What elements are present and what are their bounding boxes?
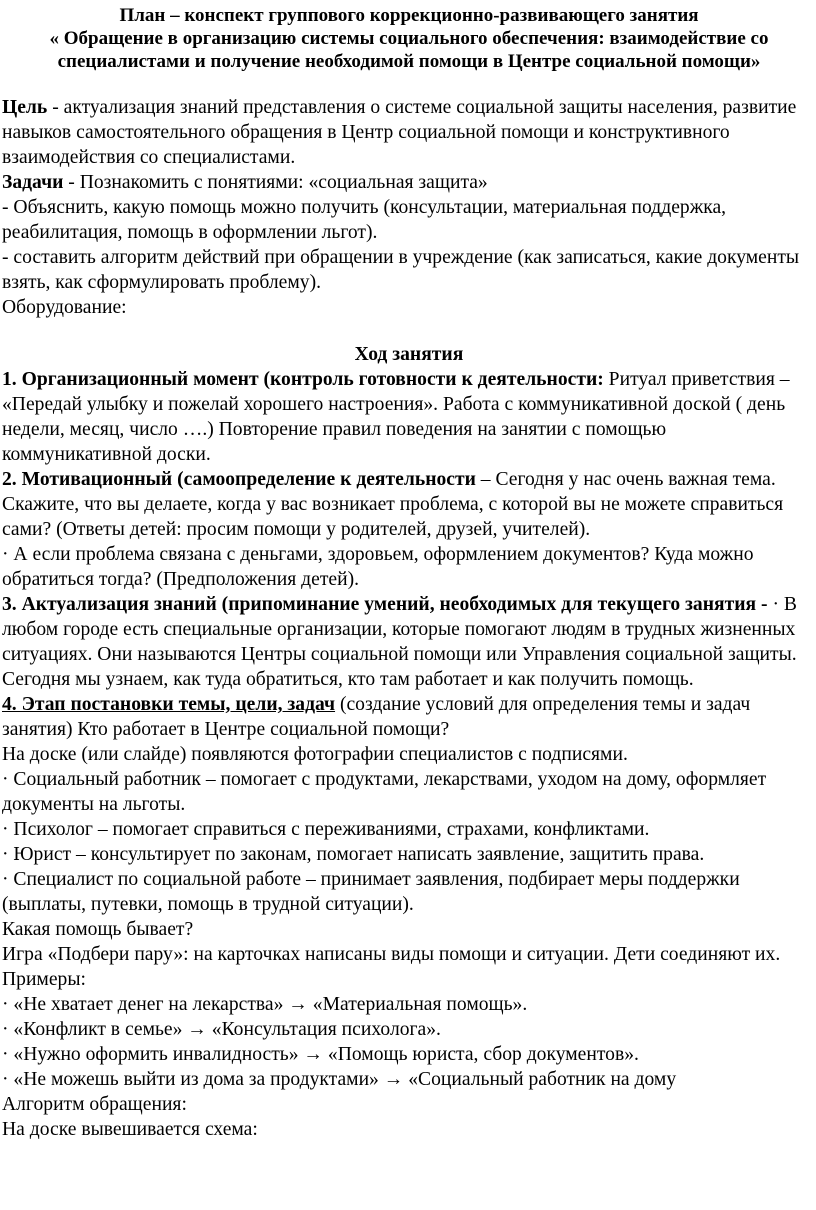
tasks-label: Задачи — [2, 172, 64, 193]
stage-3-text: · В любом городе есть специальные организации, которые помогают людям в трудных жизненных ситуациях. Они называются Центры социальной помощи или Управления социальной защиты. Сегодня мы узнаем, как туда обратиться, кто там работает и как получить помощь. — [2, 594, 797, 690]
spacer — [2, 320, 816, 342]
document-title-line-2: « Обращение в организацию системы социального обеспечения: взаимодействие со — [49, 28, 769, 49]
tasks-text-1: - Познакомить с понятиями: «социальная защита» — [63, 172, 488, 193]
stage-4-text: (создание условий для определения темы и задач занятия) Кто работает в Центре социальной помощи? — [2, 694, 751, 740]
stage-2-label: 2. Мотивационный (самоопределение к деятельности — [2, 469, 476, 490]
goal-paragraph — [2, 95, 816, 170]
example-2: · «Конфликт в семье» → «Консультация психолога». — [2, 1019, 441, 1040]
scheme-line: На доске вывешивается схема: — [2, 1119, 258, 1140]
stage-4-line-2: На доске (или слайде) появляются фотографии специалистов с подписями. — [2, 744, 628, 765]
course-title: Ход занятия — [354, 344, 464, 365]
stage-3-paragraph — [2, 592, 816, 692]
stage-3-label: 3. Актуализация знаний (припоминание умений, необходимых для текущего занятия - — [2, 594, 768, 615]
equipment-line: Оборудование: — [2, 297, 127, 318]
document-title-line-3: специалистами и получение необходимой помощи в Центре социальной помощи» — [57, 51, 761, 72]
stage-4-label: 4. Этап постановки темы, цели, задач — [2, 694, 336, 715]
tasks-paragraph — [2, 170, 816, 195]
tasks-text-3: - составить алгоритм действий при обращении в учреждение (как записаться, какие документы взять, как сформулировать проблему). — [2, 247, 800, 293]
goal-label: Цель — [2, 97, 48, 118]
stage-2-text-2: · А если проблема связана с деньгами, здоровьем, оформлением документов? Куда можно обратиться тогда? (Предположения детей). — [2, 544, 754, 590]
tasks-text-2: - Объяснить, какую помощь можно получить (консультации, материальная поддержка, реабилитация, помощь в оформлении льгот). — [2, 197, 727, 243]
stage-1-text: Ритуал приветствия – «Передай улыбку и пожелай хорошего настроения». Работа с коммуникативной доской ( день недели, месяц, число ….) Повторение правил поведения на занятии с помощью коммуникативной доски. — [2, 369, 790, 465]
example-3: · «Нужно оформить инвалидность» → «Помощь юриста, сбор документов». — [2, 1044, 639, 1065]
example-1: · «Не хватает денег на лекарства» → «Материальная помощь». — [2, 994, 528, 1015]
stage-2-text: – Сегодня у нас очень важная тема. Скажите, что вы делаете, когда у вас возникает проблема, с которой вы не можете справиться сами? (Ответы детей: просим помощи у родителей, друзей, учителей). — [2, 469, 784, 540]
document-title-line-1: План – конспект группового коррекционно-развивающего занятия — [119, 5, 699, 26]
stage-4-paragraph — [2, 692, 816, 742]
specialist-item-2: · Психолог – помогает справиться с переживаниями, страхами, конфликтами. — [2, 819, 650, 840]
examples-label: Примеры: — [2, 969, 86, 990]
algorithm-label: Алгоритм обращения: — [2, 1094, 187, 1115]
example-4: · «Не можешь выйти из дома за продуктами» → «Социальный работник на дому — [2, 1069, 677, 1090]
stage-2-paragraph — [2, 467, 816, 542]
goal-text: - актуализация знаний представления о системе социальной защиты населения, развитие навыков самостоятельного обращения в Центр социальной помощи и конструктивного взаимодействия со специалистами. — [2, 97, 797, 168]
stage-1-label: 1. Организационный момент (контроль готовности к деятельности: — [2, 369, 604, 390]
specialist-item-4: · Специалист по социальной работе – принимает заявления, подбирает меры поддержки (выплаты, путевки, помощь в трудной ситуации). — [2, 869, 740, 915]
stage-1-paragraph — [2, 367, 816, 467]
specialist-item-1: · Социальный работник – помогает с продуктами, лекарствами, уходом на дому, оформляет документы на льготы. — [2, 769, 767, 815]
help-question: Какая помощь бывает? — [2, 919, 194, 940]
specialist-item-3: · Юрист – консультирует по законам, помогает написать заявление, защитить права. — [2, 844, 705, 865]
spacer — [2, 73, 816, 95]
game-description: Игра «Подбери пару»: на карточках написаны виды помощи и ситуации. Дети соединяют их. — [2, 944, 781, 965]
